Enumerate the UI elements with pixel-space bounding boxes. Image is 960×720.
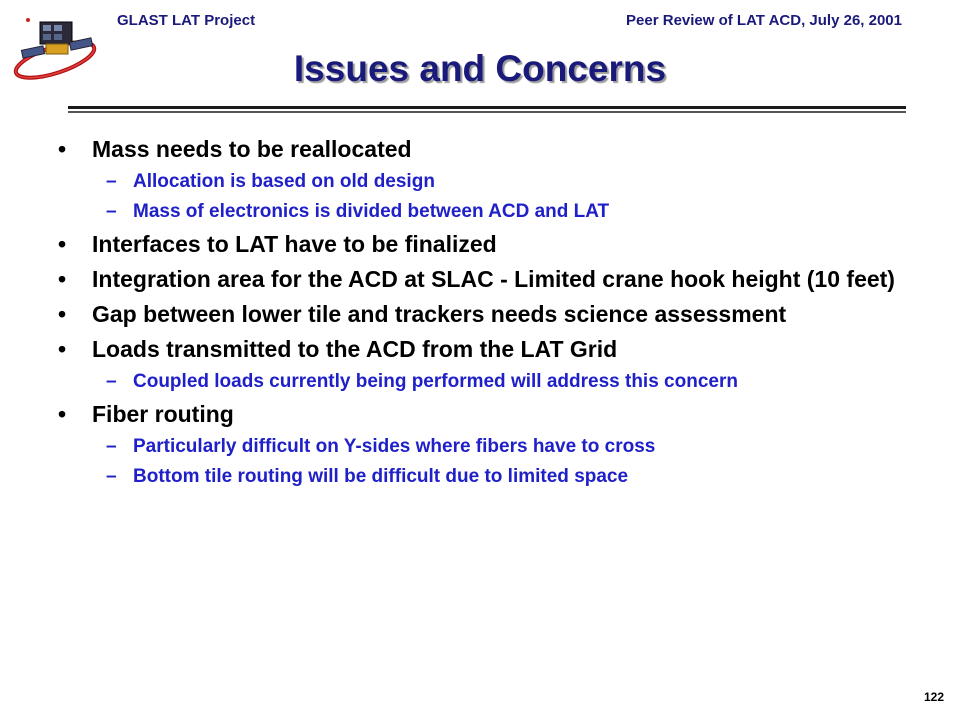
bullet-text: Gap between lower tile and trackers needs science assessment [92,301,787,327]
page-number: 122 [923,690,944,704]
sub-bullet-text: Bottom tile routing will be difficult due to limited space [133,466,629,487]
bullet-item [58,231,938,258]
sub-bullet-text: Particularly difficult on Y-sides where fibers have to cross [133,436,656,457]
bullet-text: Loads transmitted to the ACD from the LAT Grid [92,336,618,362]
sub-bullet-item [58,466,938,488]
dash-icon: – [106,466,117,487]
bullet-dot-icon: • [58,301,67,327]
bullet-item [58,401,938,428]
bullet-dot-icon: • [58,266,67,292]
sub-bullet-item [58,371,938,393]
sub-bullet-item [58,171,938,193]
header-project-name: GLAST LAT Project [117,12,256,29]
slide-title: Issues and Concerns [293,48,667,89]
bullet-text: Fiber routing [92,401,234,427]
bullet-text: Interfaces to LAT have to be finalized [92,231,497,257]
bullet-item [58,336,938,363]
header-review-info: Peer Review of LAT ACD, July 26, 2001 [626,12,902,29]
sub-bullet-item [58,201,938,223]
sub-bullet-text: Coupled loads currently being performed will address this concern [133,371,738,392]
bullet-item [58,301,938,328]
bullet-dot-icon: • [58,136,67,162]
title-divider-secondary [68,111,906,113]
dash-icon: – [106,171,117,192]
dash-icon: – [106,371,117,392]
bullet-text: Mass needs to be reallocated [92,136,412,162]
bullet-dot-icon: • [58,401,67,427]
sub-bullet-item [58,436,938,458]
title-divider [68,106,906,109]
bullet-dot-icon: • [58,231,67,257]
bullet-list [58,128,938,488]
bullet-item [58,266,938,293]
bullet-text: Integration area for the ACD at SLAC - Limited crane hook height (10 feet) [92,266,895,292]
dash-icon: – [106,436,117,457]
bullet-dot-icon: • [58,336,67,362]
dash-icon: – [106,201,117,222]
sub-bullet-text: Allocation is based on old design [133,171,435,192]
bullet-item [58,136,938,163]
sub-bullet-text: Mass of electronics is divided between ACD and LAT [133,201,610,222]
